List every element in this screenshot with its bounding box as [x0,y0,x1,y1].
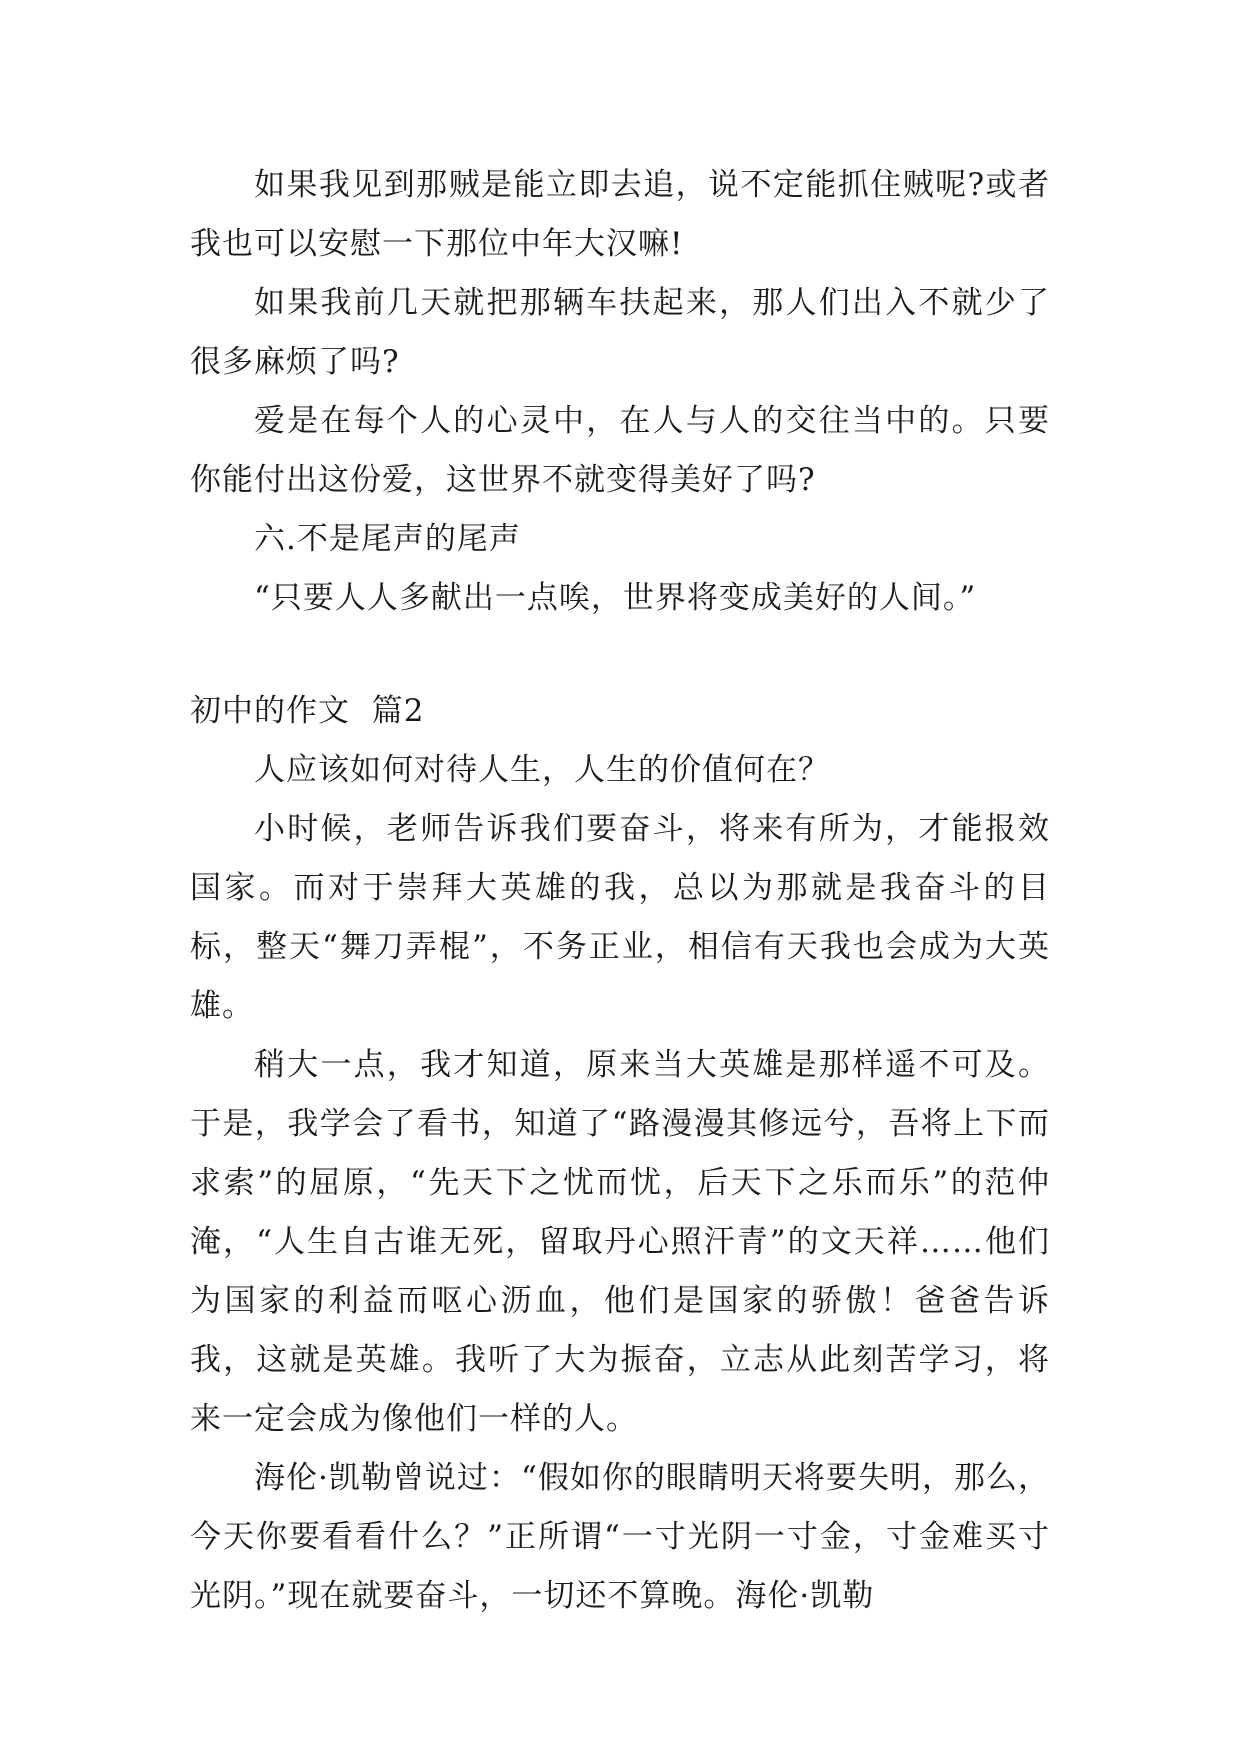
paragraph: 小时候，老师告诉我们要奋斗，将来有所为，才能报效国家。而对于崇拜大英雄的我，总以为那就是我奋斗的目标，整天“舞刀弄棍”，不务正业，相信有天我也会成为大英雄。 [190,811,1050,1024]
paragraph: 海伦·凯勒曾说过：“假如你的眼睛明天将要失明，那么，今天你要看看什么？”正所谓“一寸光阴一寸金，寸金难买寸光阴。”现在就要奋斗，一切还不算晚。海伦·凯勒 [190,1460,1050,1614]
subheading: 六.不是尾声的尾声 [254,521,521,557]
closing-quote: “只要人人多献出一点唉，世界将变成美好的人间。” [254,580,977,616]
paragraph: 爱是在每个人的心灵中，在人与人的交往当中的。只要你能付出这份爱，这世界不就变得美好了吗? [190,403,1050,498]
paragraph: 如果我见到那贼是能立即去追，说不定能抓住贼呢?或者我也可以安慰一下那位中年大汉嘛! [190,167,1050,262]
essay-continuation [190,156,1050,628]
paragraph: 人应该如何对待人生，人生的价值何在？ [254,752,830,788]
paragraph: 稍大一点，我才知道，原来当大英雄是那样遥不可及。于是，我学会了看书，知道了“路漫漫其修远兮，吾将上下而求索”的屈原，“先天下之忧而忧，后天下之乐而乐”的范仲淹，“人生自古谁无死，留取丹心照汗青”的文天祥……他们为国家的利益而呕心沥血，他们是国家的骄傲！爸爸告诉我，这就是英雄。我听了大为振奋，立志从此刻苦学习，将来一定会成为像他们一样的人。 [190,1047,1050,1437]
paragraph: 如果我前几天就把那辆车扶起来，那人们出入不就少了很多麻烦了吗? [190,285,1050,380]
essay-2 [190,682,1050,1626]
essay-title: 初中的作文 篇2 [190,693,425,729]
